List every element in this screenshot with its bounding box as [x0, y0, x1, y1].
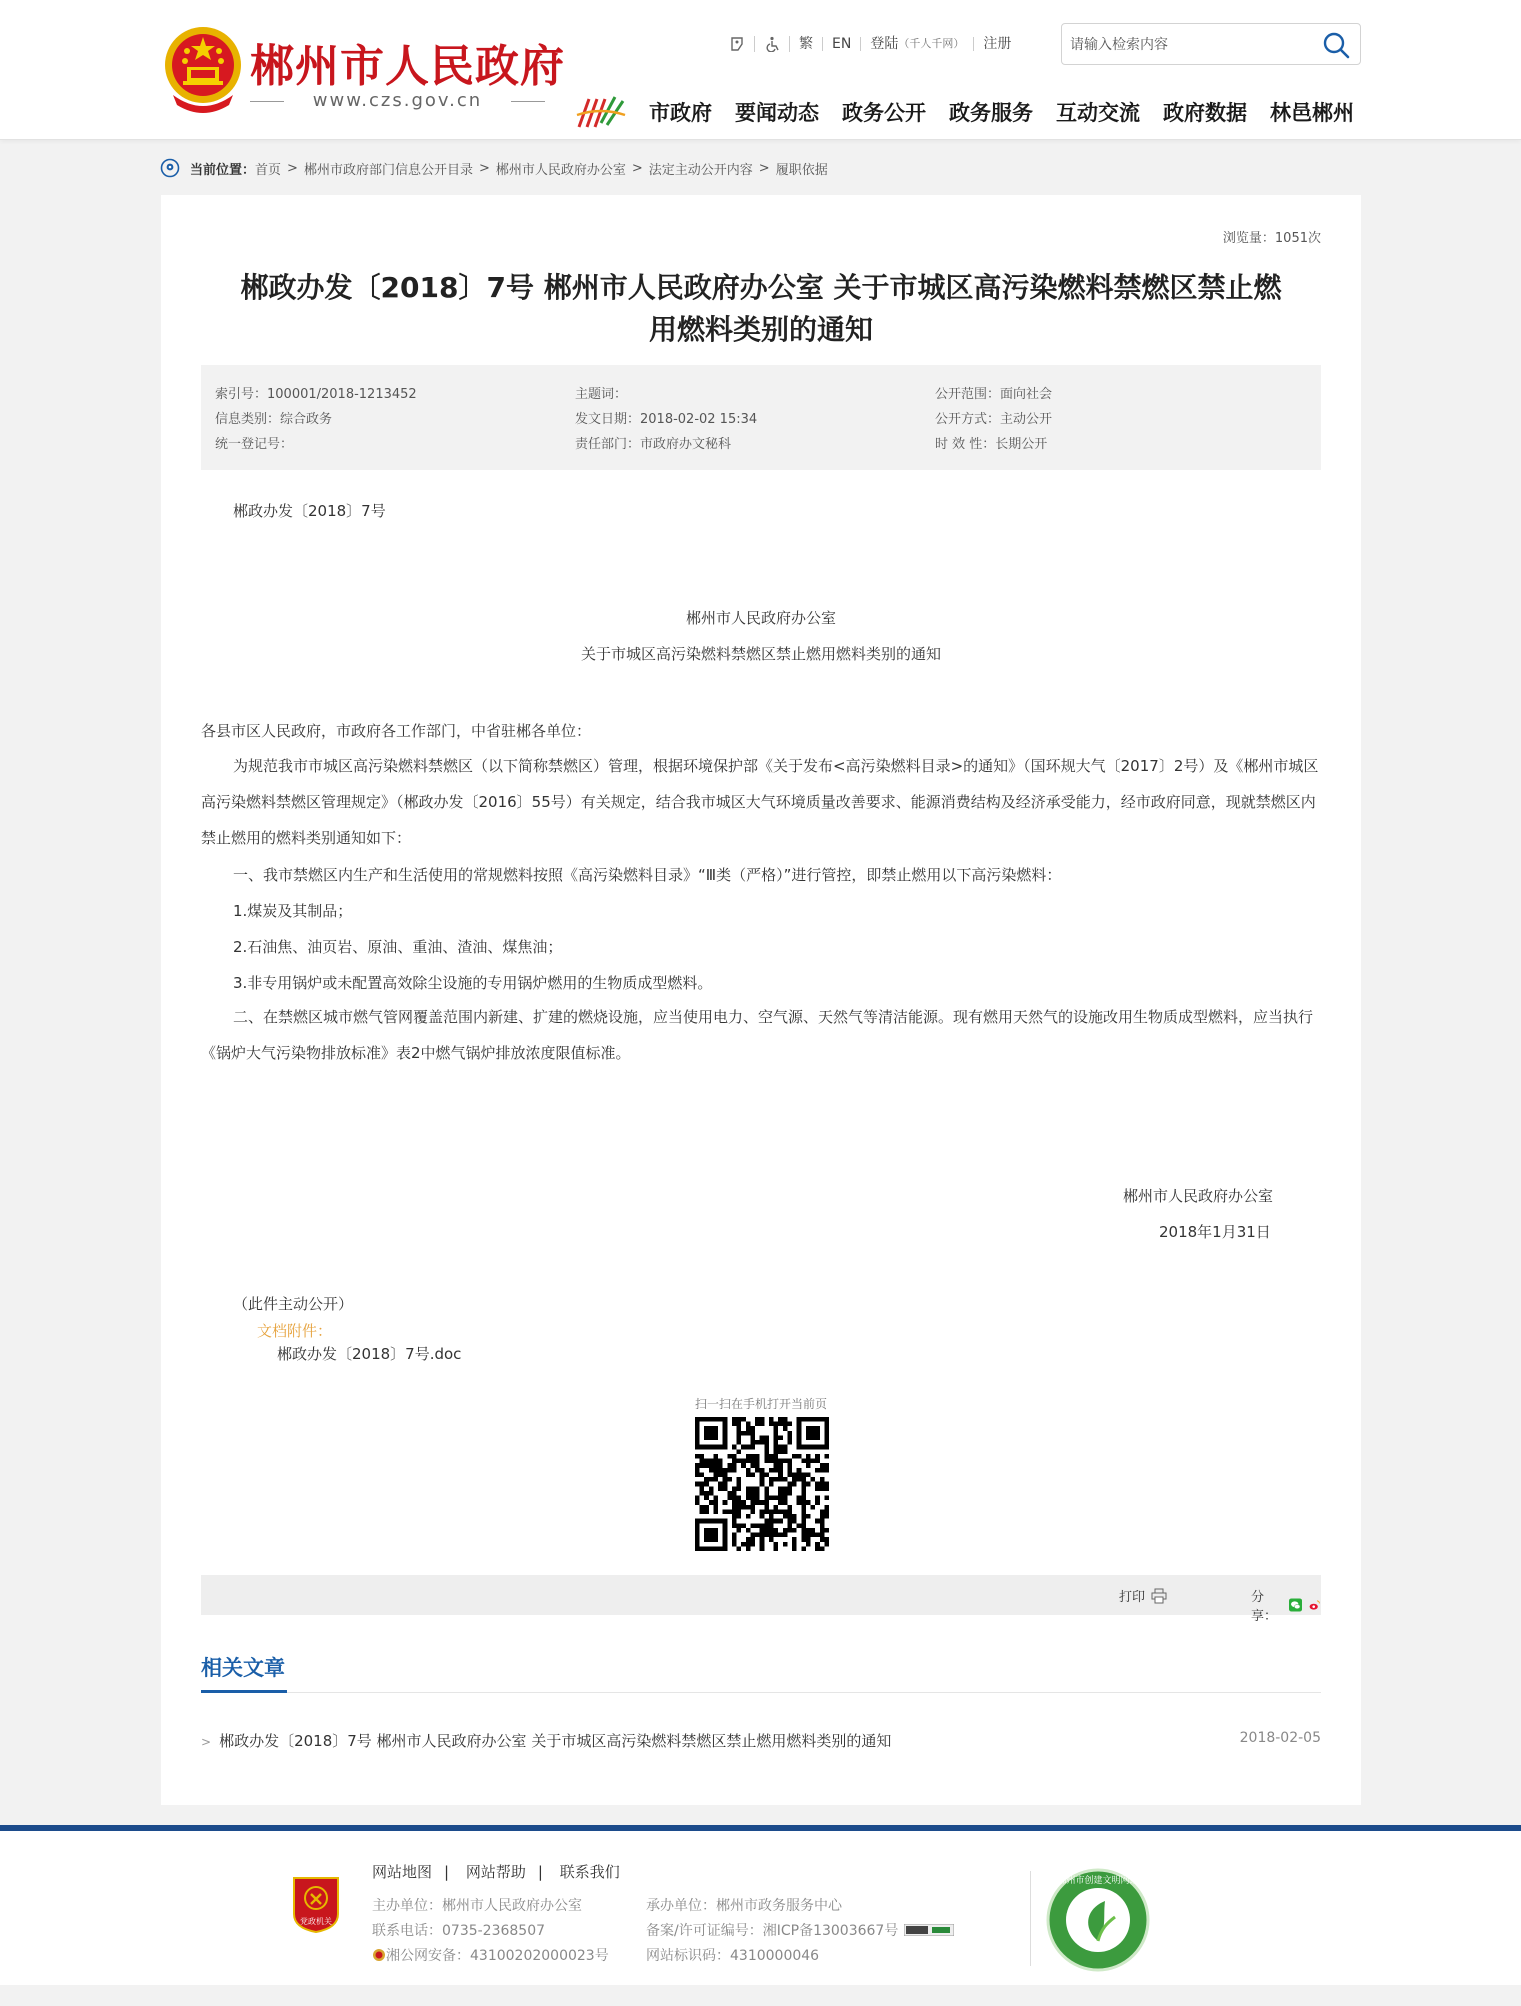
issuer: 郴州市人民政府办公室: [685, 609, 836, 627]
breadcrumb-office[interactable]: 郴州市人民政府办公室: [495, 162, 626, 178]
meta-subject: 主题词：: [575, 387, 628, 402]
public-note: （此件主动公开）: [233, 1295, 354, 1313]
footer-phone: 联系电话：0735-2368507: [372, 1923, 546, 1939]
footer-help[interactable]: 网站帮助: [465, 1863, 526, 1881]
related-heading: 相关文章: [201, 1656, 285, 1680]
sign-date: 2018年1月31日: [1159, 1223, 1271, 1241]
register-link[interactable]: 注册: [983, 36, 1012, 52]
meta-dept: 责任部门：市政府办文秘科: [575, 437, 732, 452]
location-pin-icon: [160, 158, 180, 178]
qr-code-icon: [695, 1417, 829, 1551]
footer-links: 网站地图 | 网站帮助 | 联系我们: [372, 1863, 620, 1881]
accessibility-icon[interactable]: [755, 36, 790, 52]
nav-gov-services[interactable]: 政务服务: [949, 101, 1033, 125]
meta-validity: 时 效 性：长期公开: [935, 437, 1048, 452]
site-url: www.czs.gov.cn: [250, 90, 545, 111]
breadcrumb-label: 当前位置：: [190, 162, 256, 178]
chevron-right-icon: >: [201, 1735, 212, 1749]
nav-city-gov[interactable]: 市政府: [649, 101, 712, 125]
signer: 郴州市人民政府办公室: [1123, 1187, 1274, 1205]
article-card: [161, 195, 1361, 1805]
share-bar: 分享：: [1251, 1586, 1321, 1624]
breadcrumb-duty-basis[interactable]: 履职依据: [775, 162, 828, 178]
nav-gov-data[interactable]: 政府数据: [1163, 101, 1247, 125]
icp-badge-icon: [904, 1924, 954, 1936]
printer-icon: [1151, 1588, 1167, 1604]
related-divider: [201, 1692, 1321, 1693]
item-1: 一、我市禁燃区内生产和生活使用的常规燃料按照《高污染燃料目录》“Ⅲ类（严格）”进行管控，即禁止燃用以下高污染燃料：: [233, 866, 1062, 884]
meta-scope: 公开范围：面向社会: [935, 387, 1053, 402]
article-toolbar: [201, 1575, 1321, 1624]
related-date: 2018-02-05: [1239, 1730, 1321, 1746]
national-emblem-icon[interactable]: [163, 25, 243, 113]
nav-interaction[interactable]: 互动交流: [1056, 101, 1140, 125]
police-badge-icon: [372, 1948, 386, 1962]
footer-contact[interactable]: 联系我们: [559, 1863, 620, 1881]
item-1-2: 2.石油焦、油页岩、原油、重油、渣油、煤焦油；: [233, 938, 563, 956]
attachment-link[interactable]: 郴政办发〔2018〕7号.doc: [277, 1345, 462, 1363]
login-link[interactable]: 登陆 （千人千网）: [861, 37, 974, 51]
document-meta: [201, 365, 1321, 470]
wechat-icon[interactable]: [1289, 1597, 1302, 1613]
meta-category: 信息类别：综合政务: [215, 412, 333, 427]
top-links: [720, 36, 1020, 52]
city-logo-icon: [575, 93, 627, 131]
meta-index-no: 索引号：100001/2018-1213452: [215, 387, 417, 402]
item-1-1: 1.煤炭及其制品；: [233, 902, 353, 920]
breadcrumb-catalog[interactable]: 郴州市政府部门信息公开目录: [303, 162, 473, 178]
breadcrumb-statutory[interactable]: 法定主动公开内容: [648, 162, 753, 178]
party-gov-badge-icon[interactable]: [290, 1874, 342, 1934]
meta-reg-no: 统一登记号：: [215, 437, 294, 452]
salutation: 各县市区人民政府，市政府各工作部门，中省驻郴各单位：: [201, 722, 592, 740]
footer-site-id: 网站标识码：4310000046: [646, 1948, 820, 1964]
site-header: [0, 0, 1521, 140]
traditional-chinese-link[interactable]: 繁: [790, 37, 823, 51]
related-accent-bar: [201, 1690, 287, 1693]
print-button[interactable]: 打印: [1119, 1586, 1167, 1605]
svg-text:党政机关: 党政机关: [300, 1917, 332, 1926]
search-input[interactable]: [1070, 32, 1310, 56]
footer-police[interactable]: 湘公网安备：43100202000023号: [372, 1945, 609, 1965]
barrier-free-icon[interactable]: [720, 36, 755, 52]
meta-method: 公开方式：主动公开: [935, 412, 1053, 427]
meta-issue-date: 发文日期：2018-02-02 15:34: [575, 412, 758, 427]
site-footer: [0, 1825, 1521, 1985]
breadcrumb-home[interactable]: 首页: [255, 162, 282, 178]
view-count: 浏览量：1051次: [1222, 231, 1321, 246]
paragraph-1: 为规范我市市城区高污染燃料禁燃区（以下简称禁燃区）管理，根据环境保护部《关于发布<高污染燃料目录>的通知》（国环规大气〔2017〕2号）及《郴州市城区高污染燃料禁燃区管理规定》（郴政办发〔2016〕55号）有关规定，结合我市城区大气环境质量改善要求、能源消费结构及经济承受能力，经市政府同意，现就禁燃区内禁止燃用的燃料类别通知如下：: [201, 757, 1319, 847]
main-nav: [575, 93, 1377, 131]
item-1-3: 3.非专用锅炉或未配置高效除尘设施的专用锅炉燃用的生物质成型燃料。: [233, 974, 713, 992]
doc-number: 郴政办发〔2018〕7号: [233, 502, 386, 520]
bottom-strip: [0, 1985, 1521, 2006]
search-icon[interactable]: [1322, 31, 1350, 59]
notice-subtitle: 关于市城区高污染燃料禁燃区禁止燃用燃料类别的通知: [580, 645, 941, 663]
footer-sitemap[interactable]: 网站地图: [372, 1863, 433, 1881]
footer-operator: 承办单位：郴州市政务服务中心: [646, 1898, 842, 1914]
article-title: 郴政办发〔2018〕7号 郴州市人民政府办公室 关于市城区高污染燃料禁燃区禁止燃 用燃料类别的通知: [240, 271, 1282, 346]
svg-text:郴州市创建文明网站: 郴州市创建文明网站: [1057, 1876, 1139, 1886]
footer-icp[interactable]: 备案/许可证编号：湘ICP备13003667号: [646, 1920, 954, 1940]
search-box: [1061, 23, 1361, 65]
attachment-label: 文档附件：: [257, 1322, 333, 1340]
nav-news[interactable]: 要闻动态: [735, 101, 819, 125]
login-note: （千人千网）: [898, 37, 965, 50]
footer-divider: [1030, 1871, 1031, 1966]
site-name[interactable]: 郴州市人民政府: [250, 41, 565, 92]
item-2: 二、在禁燃区城市燃气管网覆盖范围内新建、扩建的燃烧设施，应当使用电力、空气源、天然气等清洁能源。现有燃用天然气的设施改用生物质成型燃料，应当执行《锅炉大气污染物排放标准》表2中燃气锅炉排放浓度限值标准。: [201, 1008, 1314, 1062]
footer-host: 主办单位：郴州市人民政府办公室: [372, 1898, 582, 1914]
english-link[interactable]: EN: [823, 37, 861, 51]
nav-gov-affairs-open[interactable]: 政务公开: [842, 101, 926, 125]
related-article[interactable]: > 郴政办发〔2018〕7号 郴州市人民政府办公室 关于市城区高污染燃料禁燃区禁止燃用燃料类别的通知 2018-02-05: [201, 1730, 1321, 1750]
nav-linyi-chenzhou[interactable]: 林邑郴州: [1270, 101, 1354, 125]
weibo-icon[interactable]: [1308, 1597, 1321, 1613]
breadcrumb: 当前位置： 首页 > 郴州市政府部门信息公开目录 > 郴州市人民政府办公室 > 法定主动公开内容 > 履职依据: [160, 158, 828, 178]
qr-caption: 扫一扫在手机打开当前页: [694, 1397, 827, 1411]
civilized-site-badge-icon[interactable]: [1045, 1867, 1151, 1973]
